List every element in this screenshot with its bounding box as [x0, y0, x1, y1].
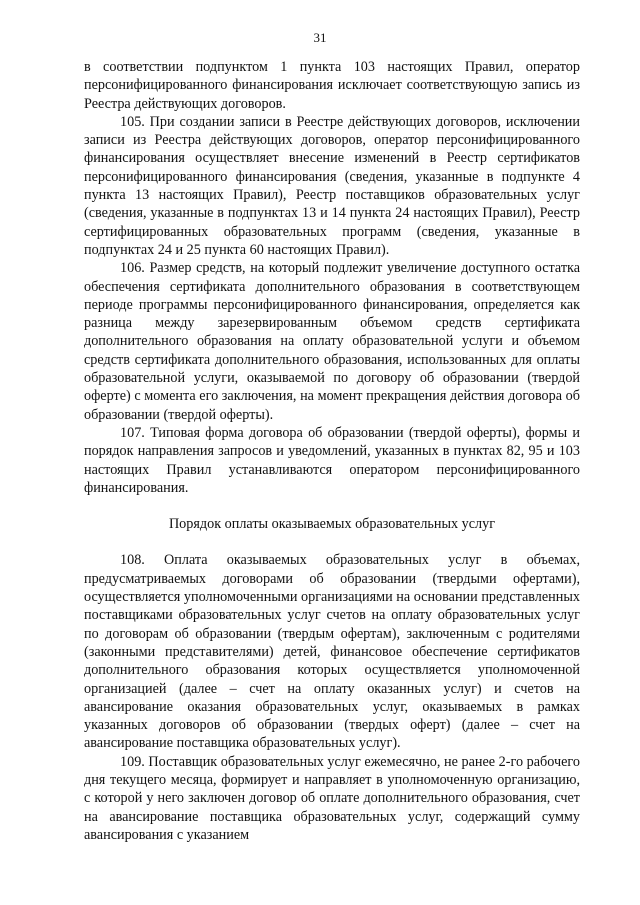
paragraph-108: 108. Оплата оказываемых образовательных услуг в объемах, предусматриваемых договорами об образовании (твердыми офертами), осуществляется уполномоченными организациями на основании представленных поставщиками образовательных услуг счетов на оплату образовательных услуг по договорам об образовании (твердым офертам), заключенным с родителями (законными представителями) детей, финансовое обеспечение сертификатов дополнительного образования которых осуществляется уполномоченной организацией (далее – счет на оплату оказанных услуг) и счетов на авансирование оказания образовательных услуг, оказываемых в рамках указанных договоров об образовании (твердых оферт) (далее – счет на авансирование поставщика образовательных услуг). — [84, 552, 580, 752]
paragraph-105: 105. При создании записи в Реестре действующих договоров, исключении записи из Реестра действующих договоров, оператор персонифицированного финансирования осуществляет внесение изменений в Реестр сертификатов персонифицированного финансирования (сведения, указанные в подпункте 4 пункта 13 настоящих Правил), Реестр поставщиков образовательных услуг (сведения, указанные в подпунктах 13 и 14 пункта 24 настоящих Правил), Реестр сертифицированных образовательных программ (сведения, указанные в подпунктах 24 и 25 пункта 60 настоящих Правил). — [84, 113, 580, 258]
paragraph-107: 107. Типовая форма договора об образовании (твердой оферты), формы и порядок направления запросов и уведомлений, указанных в пунктах 82, 95 и 103 настоящих Правил устанавливаются оператором персонифицированного финансирования. — [84, 424, 580, 496]
page-number: 31 — [313, 30, 327, 45]
section-heading: Порядок оплаты оказываемых образовательных услуг — [168, 516, 496, 533]
paragraph-continuation: в соответствии подпунктом 1 пункта 103 настоящих Правил, оператор персонифицированного финансирования исключает соответствующую запись из Реестра действующих договоров. — [84, 59, 580, 112]
paragraph-106: 106. Размер средств, на который подлежит увеличение доступного остатка обеспечения сертификата дополнительного образования в соответствующем периоде программы персонифицированного финансирования, определяется как разница между зарезервированным объемом средств сертификата дополнительного образования на оплату образовательной услуги и объемом средств сертификата дополнительного образования, использованных для оплаты образовательной услуги, оказываемой по договору об образовании (твердой оферте) с момента его заключения, на момент прекращения действия договора об образовании (твердой оферты). — [84, 260, 580, 423]
paragraph-109: 109. Поставщик образовательных услуг ежемесячно, не ранее 2-го рабочего дня текущего месяца, формирует и направляет в уполномоченную организацию, с которой у него заключен договор об оплате дополнительного образования, счет на авансирование поставщика образовательных услуг, содержащий сумму авансирования с указанием — [84, 753, 580, 843]
document-body — [84, 58, 580, 844]
